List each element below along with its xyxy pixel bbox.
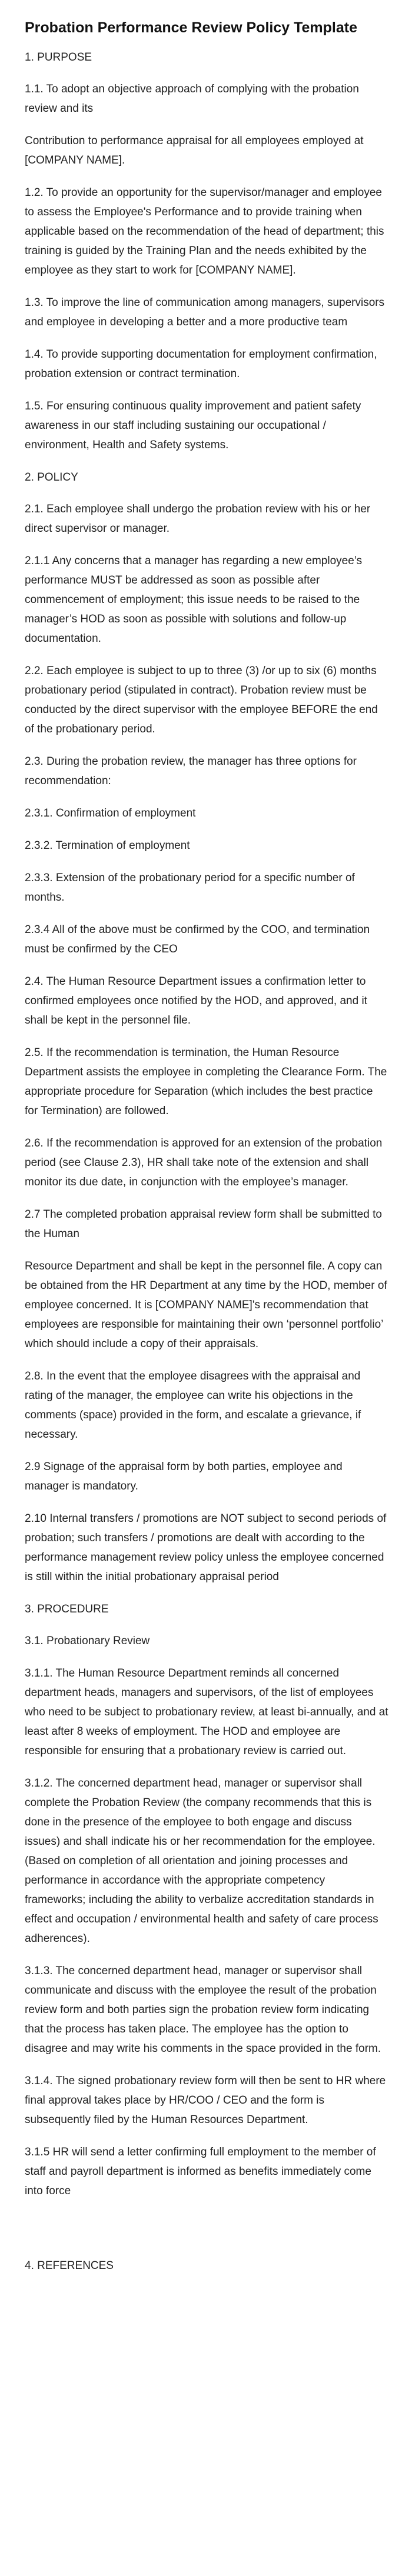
section-heading-references: 4. REFERENCES [25,2260,114,2272]
paragraph-2-7-continued: Resource Department and shall be kept in the personnel file. A copy can be obtained from the HR Department at any time by the HOD, member of employee concerned. It is [COMPANY NAME]'s recommendation that employees are responsible for maintaining their own ‘personnel portfolio’ which should include a copy of their appraisals. [25,1260,387,1350]
paragraph-3-1-2: 3.1.2. The concerned department head, manager or supervisor shall complete the Probation Review (the company recommends that this is done in the presence of the employee to both engage and discuss issues) and shall indicate his or her recommendation for the employee. (Based on completion of all orientation and joining processes and performance in accordance with the appropriate competency frameworks; including the ability to verbalize accreditation standards in effect and occupation / environmental health and safety of care process adherences). [25,1777,378,1945]
paragraph-2-1: 2.1. Each employee shall undergo the probation review with his or her direct supervisor or manager. [25,503,371,535]
paragraph-2-2: 2.2. Each employee is subject to up to three (3) /or up to six (6) months probationary period (stipulated in contract). Probation review must be conducted by the direct supervisor with the employee BEFORE the end of the probationary period. [25,665,378,735]
paragraph-2-6: 2.6. If the recommendation is approved for an extension of the probation period (see Clause 2.3), HR shall take note of the extension and shall monitor its due date, in conjunction with the employee’s manager. [25,1137,383,1188]
paragraph-2-3-2: 2.3.2. Termination of employment [25,839,190,852]
paragraph-3-1-3: 3.1.3. The concerned department head, manager or supervisor shall communicate and discuss with the employee the result of the probation review form and both parties sign the probation review form indicating that the process has taken place. The employee has the option to disagree and may write his comments in the space provided in the form. [25,1965,381,2055]
paragraph-2-10: 2.10 Internal transfers / promotions are NOT subject to second periods of probation; such transfers / promotions are dealt with according to the performance management review policy unless the employee concerned is still within the initial probationary appraisal period [25,1512,387,1583]
paragraph-3-1-1: 3.1.1. The Human Resource Department reminds all concerned department heads, managers and supervisors, of the list of employees who need to be subject to probationary review, at least bi-annually, and at least after 8 weeks of employment. The HOD and employee are responsible for ensuring that a probationary review is carried out. [25,1667,388,1757]
section-heading-procedure: 3. PROCEDURE [25,1603,109,1615]
paragraph-1-5: 1.5. For ensuring continuous quality improvement and patient safety awareness in our staff including sustaining our occupational / environment, Health and Safety systems. [25,400,361,451]
paragraph-1-2: 1.2. To provide an opportunity for the supervisor/manager and employee to assess the Employee's Performance and to provide training when applicable based on the recommendation of the head of department; this training is guided by the Training Plan and the needs exhibited by the employee as they start to work for [COMPANY NAME]. [25,186,384,276]
paragraph-2-8: 2.8. In the event that the employee disagrees with the appraisal and rating of the manager, the employee can write his objections in the comments (space) provided in the form, and escalate a grievance, if necessary. [25,1370,361,1441]
paragraph-2-1-1: 2.1.1 Any concerns that a manager has regarding a new employee’s performance MUST be addressed as soon as possible after commencement of employment; this issue needs to be raised to the manager’s HOD as soon as possible with solutions and follow-up documentation. [25,555,363,645]
paragraph-2-3-3: 2.3.3. Extension of the probationary period for a specific number of months. [25,872,355,904]
paragraph-1-1-continued: Contribution to performance appraisal for all employees employed at [COMPANY NAME]. [25,135,364,166]
paragraph-3-1-5: 3.1.5 HR will send a letter confirming full employment to the member of staff and payroll department is informed as benefits immediately come into force [25,2146,376,2197]
paragraph-2-9: 2.9 Signage of the appraisal form by both parties, employee and manager is mandatory. [25,1461,343,1492]
paragraph-2-5: 2.5. If the recommendation is termination, the Human Resource Department assists the employee in completing the Clearance Form. The appropriate procedure for Separation (which includes the best practice for Termination) are followed. [25,1047,387,1117]
paragraph-2-3-1: 2.3.1. Confirmation of employment [25,807,196,819]
paragraph-2-7: 2.7 The completed probation appraisal review form shall be submitted to the Human [25,1208,382,1240]
paragraph-3-1-4: 3.1.4. The signed probationary review form will then be sent to HR where final approval takes place by HR/COO / CEO and the form is subsequently filed by the Human Resources Department. [25,2075,386,2126]
paragraph-2-4: 2.4. The Human Resource Department issues a confirmation letter to confirmed employees once notified by the HOD, and approved, and it shall be kept in the personnel file. [25,975,367,1027]
section-heading-purpose: 1. PURPOSE [25,51,92,64]
paragraph-1-3: 1.3. To improve the line of communication among managers, supervisors and employee in developing a better and a more productive team [25,296,385,328]
document-title: Probation Performance Review Policy Template [25,19,357,36]
section-spacer [25,2214,388,2256]
paragraph-1-4: 1.4. To provide supporting documentation for employment confirmation, probation extension or contract termination. [25,348,377,380]
paragraph-2-3-4: 2.3.4 All of the above must be confirmed by the COO, and termination must be confirmed by the CEO [25,924,370,955]
paragraph-3-1: 3.1. Probationary Review [25,1635,150,1647]
paragraph-2-3: 2.3. During the probation review, the manager has three options for recommendation: [25,755,357,787]
section-heading-policy: 2. POLICY [25,471,78,484]
paragraph-1-1: 1.1. To adopt an objective approach of complying with the probation review and its [25,83,359,115]
